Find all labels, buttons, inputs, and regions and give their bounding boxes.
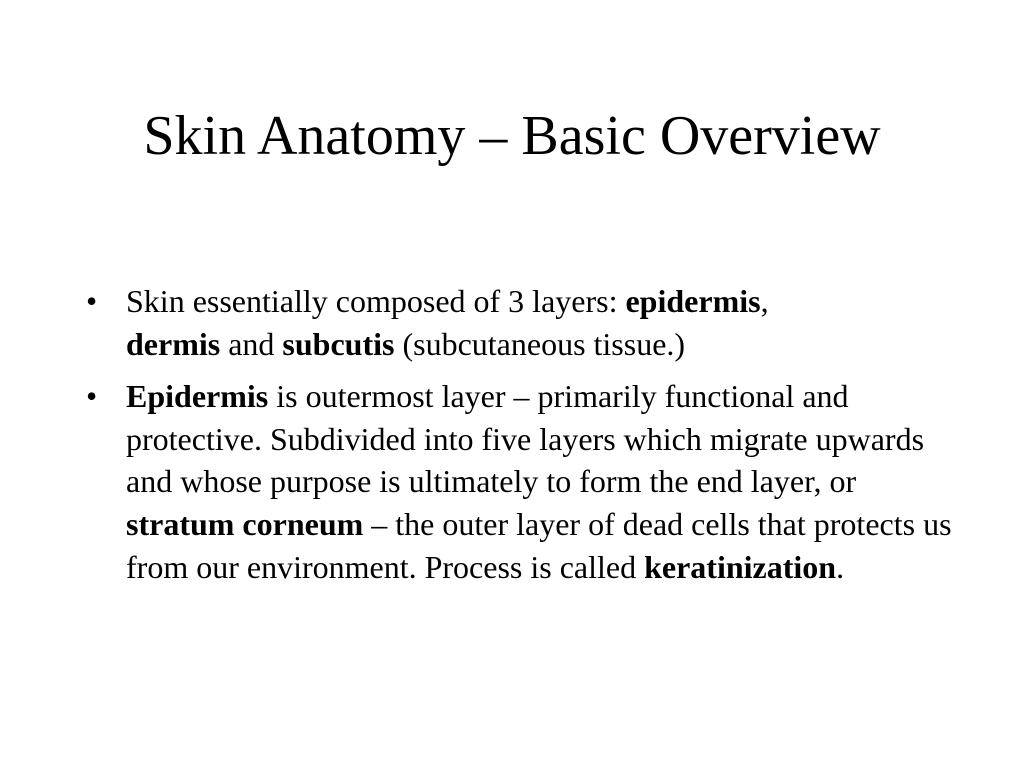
bullet-text-segment: ,: [760, 283, 769, 319]
bullet-text-segment: Skin essentially composed of 3 layers:: [126, 283, 626, 319]
bullet-text-segment: – the outer layer of dead cells that protects us from our environment. Process is called: [126, 505, 952, 585]
bullet-text-segment: is outermost layer – primarily functional and protective. Subdivided into five layers which migrate upwards and whose purpose is ultimately to form the end layer, or: [126, 378, 925, 500]
bullet-dot-icon: •: [86, 283, 98, 319]
term-epidermis: epidermis: [625, 283, 761, 319]
bullet-list: [86, 280, 966, 598]
term-dermis: dermis: [126, 325, 221, 362]
bullet-text: [126, 378, 952, 584]
term-subcutis: subcutis: [282, 325, 395, 362]
term-stratum-corneum: stratum corneum: [126, 505, 364, 542]
term-epidermis: Epidermis: [126, 378, 269, 415]
bullet-text-segment: and: [220, 325, 283, 362]
term-keratinization: keratinization: [644, 548, 837, 585]
bullet-item-layers: [86, 280, 966, 365]
bullet-dot-icon: •: [86, 378, 98, 415]
bullet-item-epidermis: [86, 375, 966, 588]
bullet-text-segment: .: [836, 548, 845, 585]
bullet-text: [126, 283, 769, 362]
slide-title: Skin Anatomy – Basic Overview: [143, 105, 881, 167]
bullet-text-segment: (subcutaneous tissue.): [394, 325, 686, 362]
